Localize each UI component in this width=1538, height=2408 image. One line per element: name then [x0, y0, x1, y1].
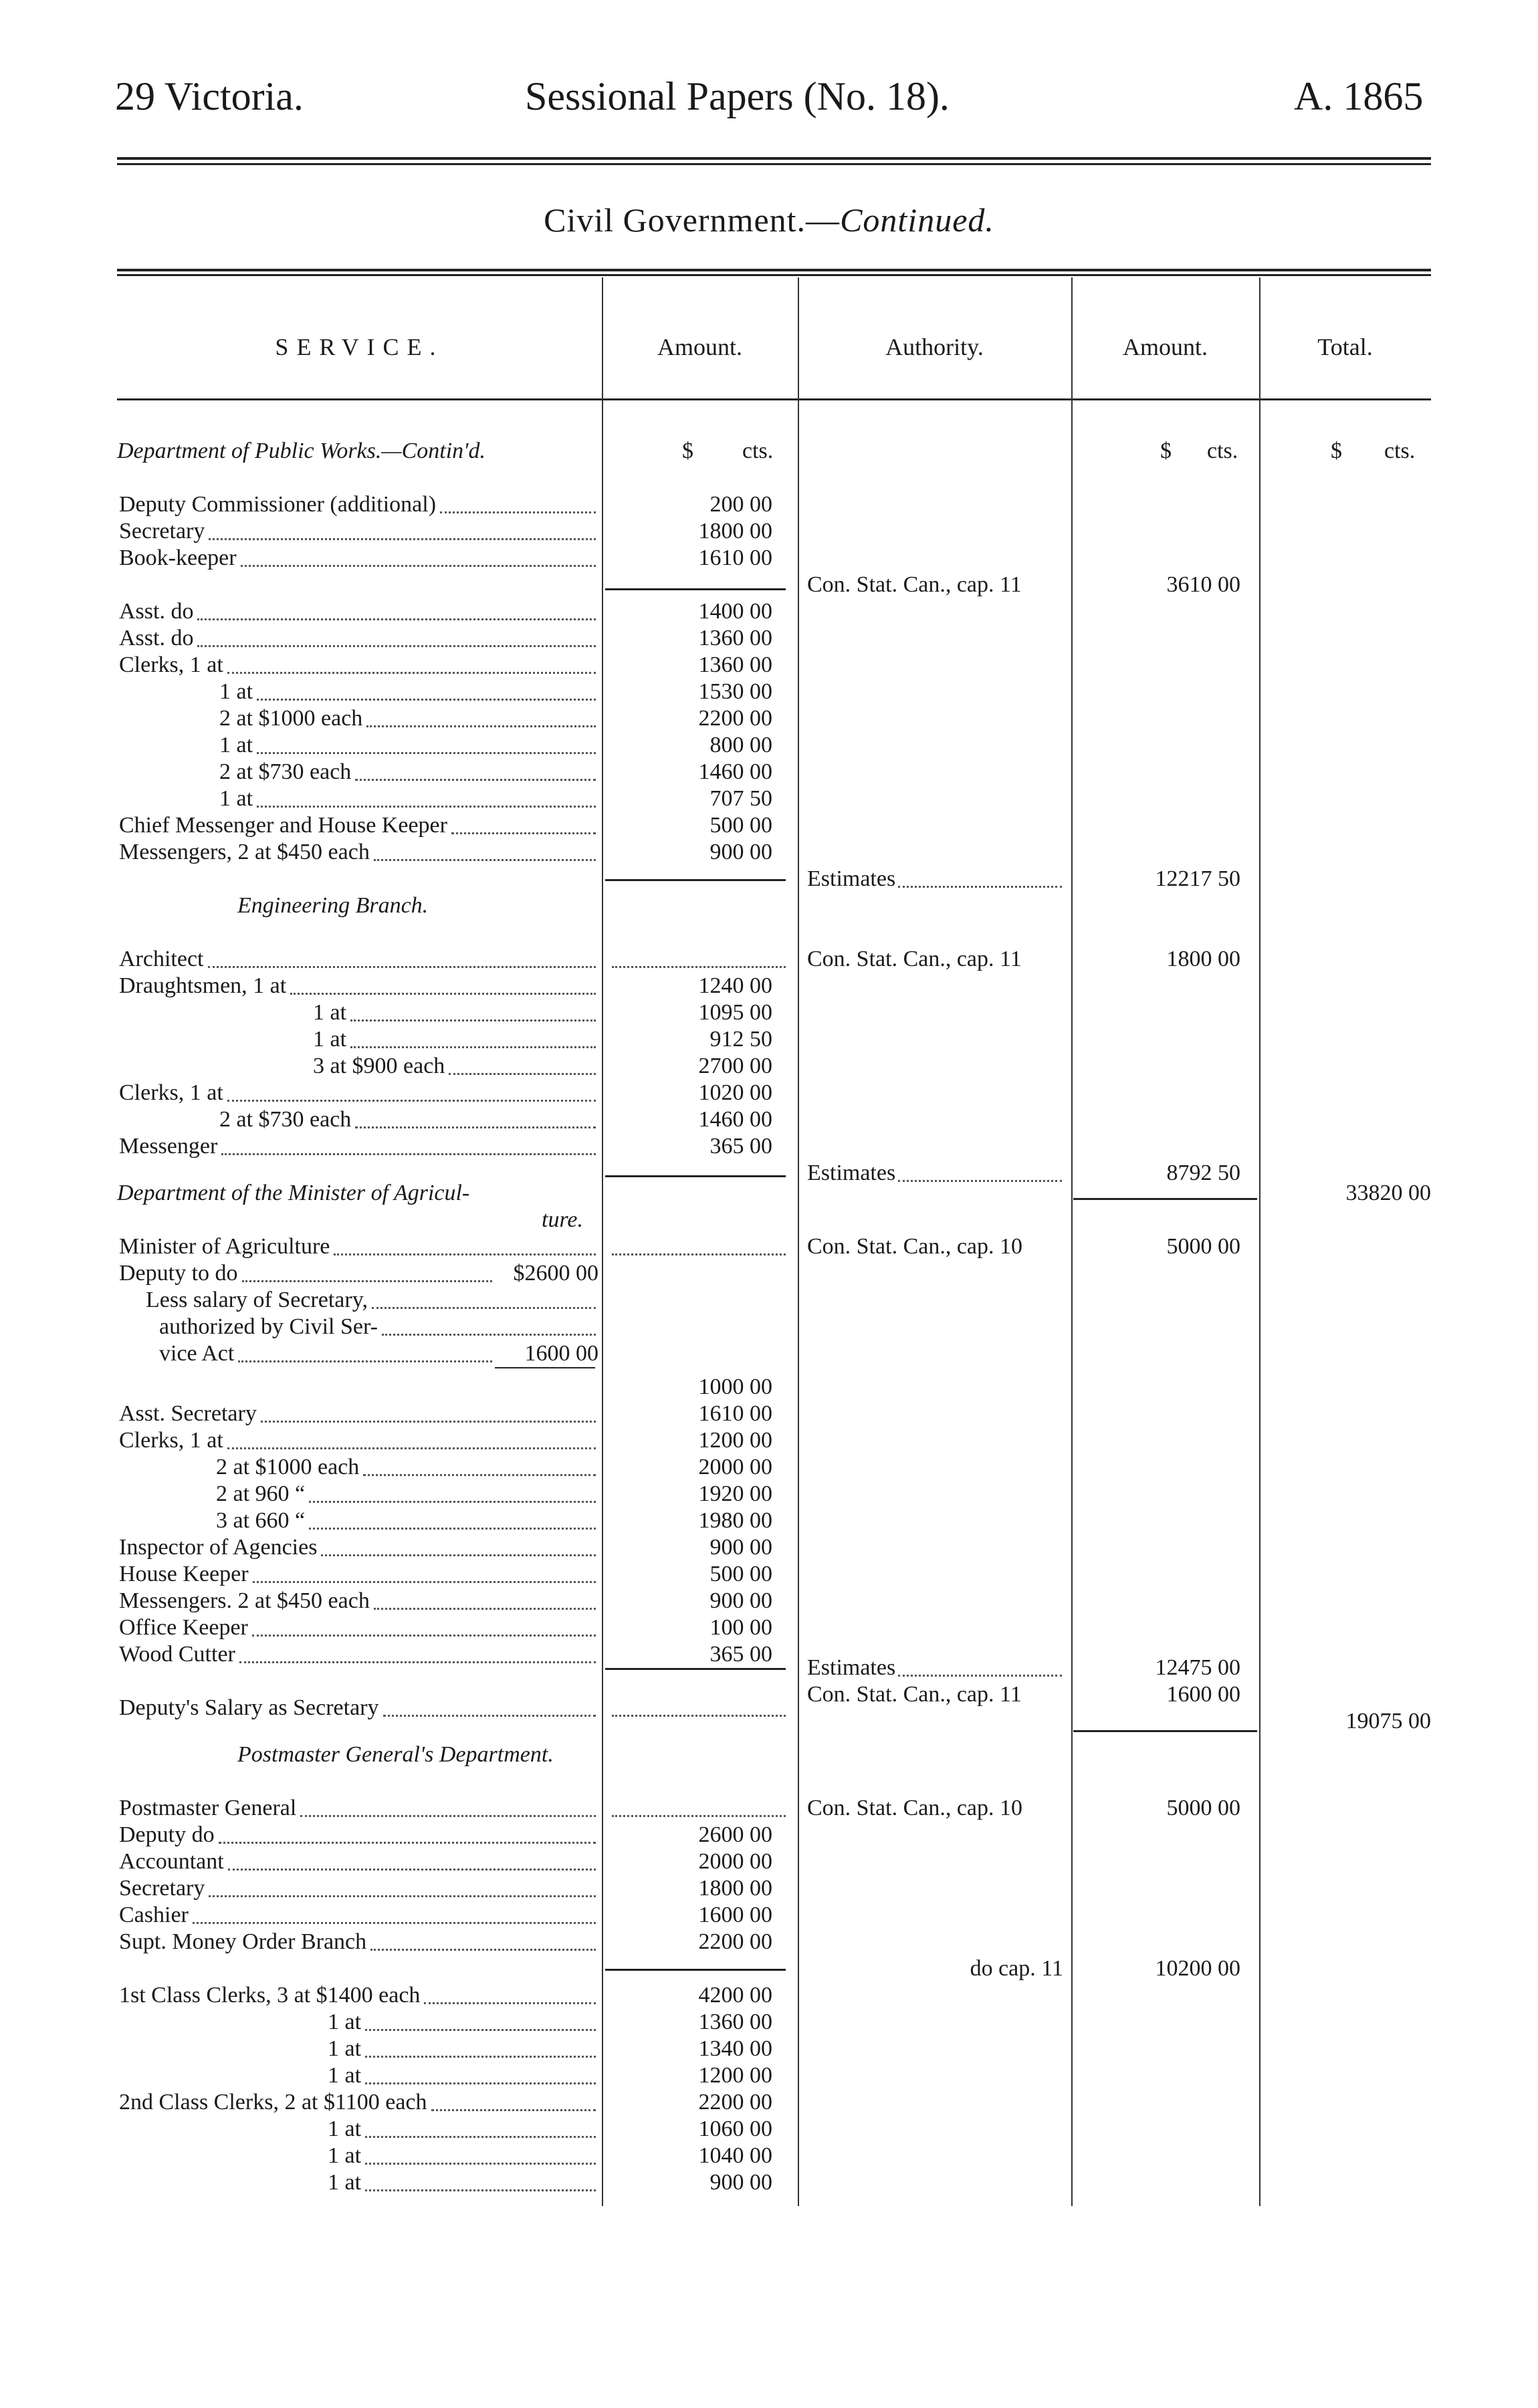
- amount-2-value: 10200 00: [1155, 1956, 1240, 1981]
- dot-leader: [209, 538, 596, 540]
- amount-value: 1040 00: [698, 2143, 772, 2168]
- department-heading: Department of Public Works.—Contin'd.: [117, 439, 485, 463]
- amount-value: 1460 00: [698, 1107, 772, 1132]
- dot-leader: [374, 859, 596, 861]
- amount-value: 900 00: [709, 1588, 772, 1613]
- authority-reference: Con. Stat. Can., cap. 11: [807, 1682, 1022, 1707]
- column-divider-2: [798, 277, 799, 2206]
- service-item: Architect: [119, 947, 204, 971]
- dot-leader: [424, 2002, 596, 2004]
- amount-value: 900 00: [709, 2170, 772, 2195]
- service-item: 3 at $900 each: [313, 1054, 445, 1078]
- amount-2-value: 1800 00: [1166, 947, 1240, 971]
- dot-leader: [239, 1661, 596, 1663]
- service-item: Accountant: [119, 1849, 224, 1874]
- service-item: Deputy do: [119, 1822, 215, 1847]
- dot-leader: [365, 2163, 596, 2165]
- service-item: Clerks, 1 at: [119, 1080, 223, 1105]
- service-item: 1st Class Clerks, 3 at $1400 each: [119, 1983, 421, 2008]
- dot-leader: [257, 806, 596, 808]
- amount-value: 900 00: [709, 1535, 772, 1560]
- amount-value: 4200 00: [698, 1983, 772, 2008]
- service-item: 2 at $730 each: [219, 1107, 352, 1132]
- authority-reference: do cap. 11: [970, 1956, 1063, 1981]
- dot-leader: [365, 2056, 596, 2058]
- dot-leader: [238, 1360, 492, 1362]
- dot-leader: [365, 2189, 596, 2191]
- dot-leader: [612, 1253, 786, 1255]
- authority-reference: Con. Stat. Can., cap. 10: [807, 1234, 1023, 1259]
- amount-value: 1600 00: [698, 1903, 772, 1927]
- subtotal-rule: [1073, 1730, 1257, 1732]
- amount-value: 900 00: [709, 840, 772, 864]
- amount-value: 1360 00: [698, 626, 772, 650]
- service-item: Clerks, 1 at: [119, 1428, 223, 1453]
- amount-value: 1610 00: [698, 1401, 772, 1426]
- dot-leader: [209, 1895, 596, 1897]
- amount-value: 2000 00: [698, 1849, 772, 1874]
- service-item: 2 at 960 “: [216, 1481, 306, 1506]
- amount-value: 1400 00: [698, 599, 772, 624]
- amount-value: 2200 00: [698, 1929, 772, 1954]
- dot-leader: [300, 1815, 596, 1817]
- dot-leader: [355, 1126, 596, 1128]
- dot-leader: [372, 1307, 596, 1309]
- department-heading: Department of the Minister of Agricul-: [117, 1181, 470, 1205]
- column-divider-4: [1259, 277, 1260, 2206]
- service-item: 1 at: [328, 2010, 362, 2034]
- service-item: 1 at: [313, 1027, 347, 1052]
- service-item: Draughtsmen, 1 at: [119, 973, 287, 998]
- dot-leader: [365, 2082, 596, 2084]
- dot-leader: [309, 1501, 596, 1503]
- table-top-rule: [117, 269, 1431, 276]
- service-item: 1 at: [328, 2170, 362, 2195]
- dot-leader: [374, 1608, 596, 1610]
- amount-value: 2000 00: [698, 1455, 772, 1479]
- dot-leader: [898, 1180, 1062, 1182]
- service-item: 1 at: [328, 2036, 362, 2061]
- dot-leader: [612, 1815, 786, 1817]
- service-item: 2 at $1000 each: [216, 1455, 360, 1479]
- amount-value: 1240 00: [698, 973, 772, 998]
- amount-value: 365 00: [709, 1642, 772, 1667]
- subtotal-rule: [605, 1969, 786, 1971]
- service-item: Asst. do: [119, 626, 194, 650]
- subtotal-rule: [605, 588, 786, 590]
- dot-leader: [197, 645, 596, 647]
- section-title: Civil Government.—Continued.: [544, 201, 994, 239]
- service-item: Cashier: [119, 1903, 189, 1927]
- service-item: Asst. Secretary: [119, 1401, 257, 1426]
- dot-leader: [363, 1474, 596, 1476]
- service-item: Inspector of Agencies: [119, 1535, 318, 1560]
- dot-leader: [440, 511, 596, 513]
- column-divider-1: [602, 277, 603, 2206]
- amount-value: 1530 00: [698, 679, 772, 704]
- section-subheading: Engineering Branch.: [237, 893, 429, 918]
- dot-leader: [382, 1334, 596, 1336]
- dot-leader: [612, 966, 786, 968]
- total-value: 19075 00: [1345, 1709, 1431, 1733]
- service-item: Deputy to do: [119, 1261, 238, 1286]
- volume-label: 29 Victoria.: [115, 74, 304, 118]
- dot-leader: [334, 1253, 596, 1255]
- amount-value: 365 00: [709, 1134, 772, 1159]
- amount-value: 2200 00: [698, 706, 772, 731]
- service-item: Book-keeper: [119, 546, 237, 570]
- authority-reference: Con. Stat. Can., cap. 11: [807, 572, 1022, 597]
- service-item: Messenger: [119, 1134, 218, 1159]
- service-item: authorized by Civil Ser-: [159, 1314, 378, 1339]
- service-item: Wood Cutter: [119, 1642, 235, 1667]
- service-item: 1 at: [328, 2143, 362, 2168]
- service-item: Deputy's Salary as Secretary: [119, 1695, 379, 1720]
- dot-leader: [193, 1922, 596, 1924]
- service-item: Office Keeper: [119, 1615, 248, 1640]
- column-header-total: Total.: [1317, 334, 1373, 360]
- amount-value: 100 00: [709, 1615, 772, 1640]
- section-subheading: Postmaster General's Department.: [237, 1742, 554, 1767]
- dot-leader: [449, 1073, 596, 1075]
- year-label: A. 1865: [1294, 74, 1424, 118]
- authority-reference: Estimates: [807, 1161, 896, 1185]
- column-header-amount-2: Amount.: [1122, 334, 1208, 360]
- authority-reference: Con. Stat. Can., cap. 10: [807, 1796, 1023, 1820]
- amount-value: 1060 00: [698, 2117, 772, 2141]
- amount-value: 2600 00: [698, 1822, 772, 1847]
- service-item: 1 at: [328, 2117, 362, 2141]
- service-item: Clerks, 1 at: [119, 652, 223, 677]
- unit-dollar: $: [1160, 439, 1172, 463]
- column-header-service: SERVICE.: [275, 334, 444, 360]
- dot-leader: [898, 1675, 1062, 1677]
- service-item: Deputy Commissioner (additional): [119, 492, 437, 517]
- dot-leader: [242, 1280, 492, 1282]
- unit-dollar: $: [1331, 439, 1342, 463]
- service-item: 1 at: [219, 679, 253, 704]
- dot-leader: [365, 2029, 596, 2031]
- service-item: Messengers, 2 at $450 each: [119, 840, 370, 864]
- service-item: Supt. Money Order Branch: [119, 1929, 367, 1954]
- department-heading: ture.: [542, 1207, 584, 1232]
- amount-2-value: 12217 50: [1155, 866, 1240, 891]
- service-item: 2 at $730 each: [219, 759, 352, 784]
- amount-value: 1460 00: [698, 759, 772, 784]
- amount-value: 1800 00: [698, 519, 772, 544]
- service-item: Secretary: [119, 1876, 205, 1901]
- service-item: vice Act: [159, 1341, 235, 1366]
- service-item: 1 at: [219, 733, 253, 757]
- amount-value: 2200 00: [698, 2090, 772, 2115]
- total-value: 33820 00: [1345, 1181, 1431, 1205]
- service-item: 1 at: [313, 1000, 347, 1025]
- column-divider-3: [1071, 277, 1073, 2206]
- table-header-rule: [117, 398, 1431, 400]
- dot-leader: [253, 1581, 596, 1583]
- amount-2-value: 3610 00: [1166, 572, 1240, 597]
- service-item: House Keeper: [119, 1562, 249, 1586]
- subtotal-rule: [495, 1367, 595, 1368]
- authority-reference: Con. Stat. Can., cap. 11: [807, 947, 1022, 971]
- service-item: Secretary: [119, 519, 205, 544]
- amount-value: 1020 00: [698, 1080, 772, 1105]
- dot-leader: [451, 832, 596, 834]
- subtotal-rule: [1073, 1198, 1257, 1200]
- header-double-rule: [117, 157, 1431, 165]
- service-item: Messengers. 2 at $450 each: [119, 1588, 370, 1613]
- dot-leader: [350, 1019, 596, 1021]
- column-header-amount: Amount.: [657, 334, 742, 360]
- dot-leader: [365, 2136, 596, 2138]
- amount-value: 200 00: [709, 492, 772, 517]
- dot-leader: [221, 1153, 596, 1155]
- dot-leader: [309, 1528, 596, 1530]
- amount-value: 1200 00: [698, 2063, 772, 2088]
- amount-value: 1360 00: [698, 2010, 772, 2034]
- subtotal-rule: [605, 1175, 786, 1177]
- amount-2-value: 12475 00: [1155, 1655, 1240, 1680]
- dot-leader: [228, 1869, 596, 1871]
- dot-leader: [227, 1447, 596, 1449]
- amount-value: 707 50: [709, 786, 772, 811]
- amount-value: 1610 00: [698, 546, 772, 570]
- unit-dollar: $: [682, 439, 693, 463]
- amount-2-value: 8792 50: [1166, 1161, 1240, 1185]
- dot-leader: [355, 779, 596, 781]
- amount-value: 2700 00: [698, 1054, 772, 1078]
- dot-leader: [431, 2109, 596, 2111]
- amount-value: 1980 00: [698, 1508, 772, 1533]
- subtotal-rule: [605, 879, 786, 881]
- service-item: 1 at: [328, 2063, 362, 2088]
- service-item: 3 at 660 “: [216, 1508, 306, 1533]
- service-item: Less salary of Secretary,: [146, 1288, 368, 1312]
- dot-leader: [898, 886, 1062, 888]
- amount-value: 1920 00: [698, 1481, 772, 1506]
- dot-leader: [252, 1635, 596, 1637]
- authority-reference: Estimates: [807, 866, 896, 891]
- amount-value: 500 00: [709, 813, 772, 838]
- dot-leader: [197, 618, 596, 620]
- amount-value: 1200 00: [698, 1428, 772, 1453]
- service-item: 2nd Class Clerks, 2 at $1100 each: [119, 2090, 427, 2115]
- service-item: Chief Messenger and House Keeper: [119, 813, 447, 838]
- amount-2-value: 5000 00: [1166, 1796, 1240, 1820]
- unit-cents: cts.: [1384, 439, 1416, 463]
- column-header-authority: Authority.: [885, 334, 984, 360]
- amount-2-value: 5000 00: [1166, 1234, 1240, 1259]
- service-item: Minister of Agriculture: [119, 1234, 330, 1259]
- dot-leader: [208, 966, 596, 968]
- authority-reference: Estimates: [807, 1655, 896, 1680]
- service-item: Postmaster General: [119, 1796, 297, 1820]
- amount-2-value: 1600 00: [1166, 1682, 1240, 1707]
- amount-value: 912 50: [709, 1027, 772, 1052]
- dot-leader: [366, 725, 596, 727]
- amount-value: 1340 00: [698, 2036, 772, 2061]
- dot-leader: [227, 672, 596, 674]
- amount-value: 1360 00: [698, 652, 772, 677]
- subtotal-rule: [605, 1668, 786, 1670]
- amount-value: 500 00: [709, 1562, 772, 1586]
- dot-leader: [612, 1715, 786, 1717]
- dot-leader: [257, 699, 596, 701]
- unit-cents: cts.: [742, 439, 774, 463]
- dot-leader: [370, 1949, 596, 1951]
- amount-value: 1800 00: [698, 1876, 772, 1901]
- amount-value: 1095 00: [698, 1000, 772, 1025]
- document-title: Sessional Papers (No. 18).: [525, 74, 950, 118]
- dot-leader: [241, 565, 596, 567]
- dot-leader: [350, 1046, 596, 1048]
- amount-value: 1000 00: [698, 1374, 772, 1399]
- unit-cents: cts.: [1207, 439, 1238, 463]
- dot-leader: [321, 1554, 596, 1556]
- inline-amount: 1600 00: [524, 1341, 598, 1366]
- service-item: 1 at: [219, 786, 253, 811]
- amount-value: 800 00: [709, 733, 772, 757]
- dot-leader: [219, 1842, 596, 1844]
- dot-leader: [383, 1715, 596, 1717]
- service-item: 2 at $1000 each: [219, 706, 363, 731]
- dot-leader: [261, 1421, 596, 1423]
- dot-leader: [227, 1100, 596, 1102]
- inline-amount: $2600 00: [513, 1261, 598, 1286]
- service-item: Asst. do: [119, 599, 194, 624]
- dot-leader: [290, 993, 596, 995]
- dot-leader: [257, 752, 596, 754]
